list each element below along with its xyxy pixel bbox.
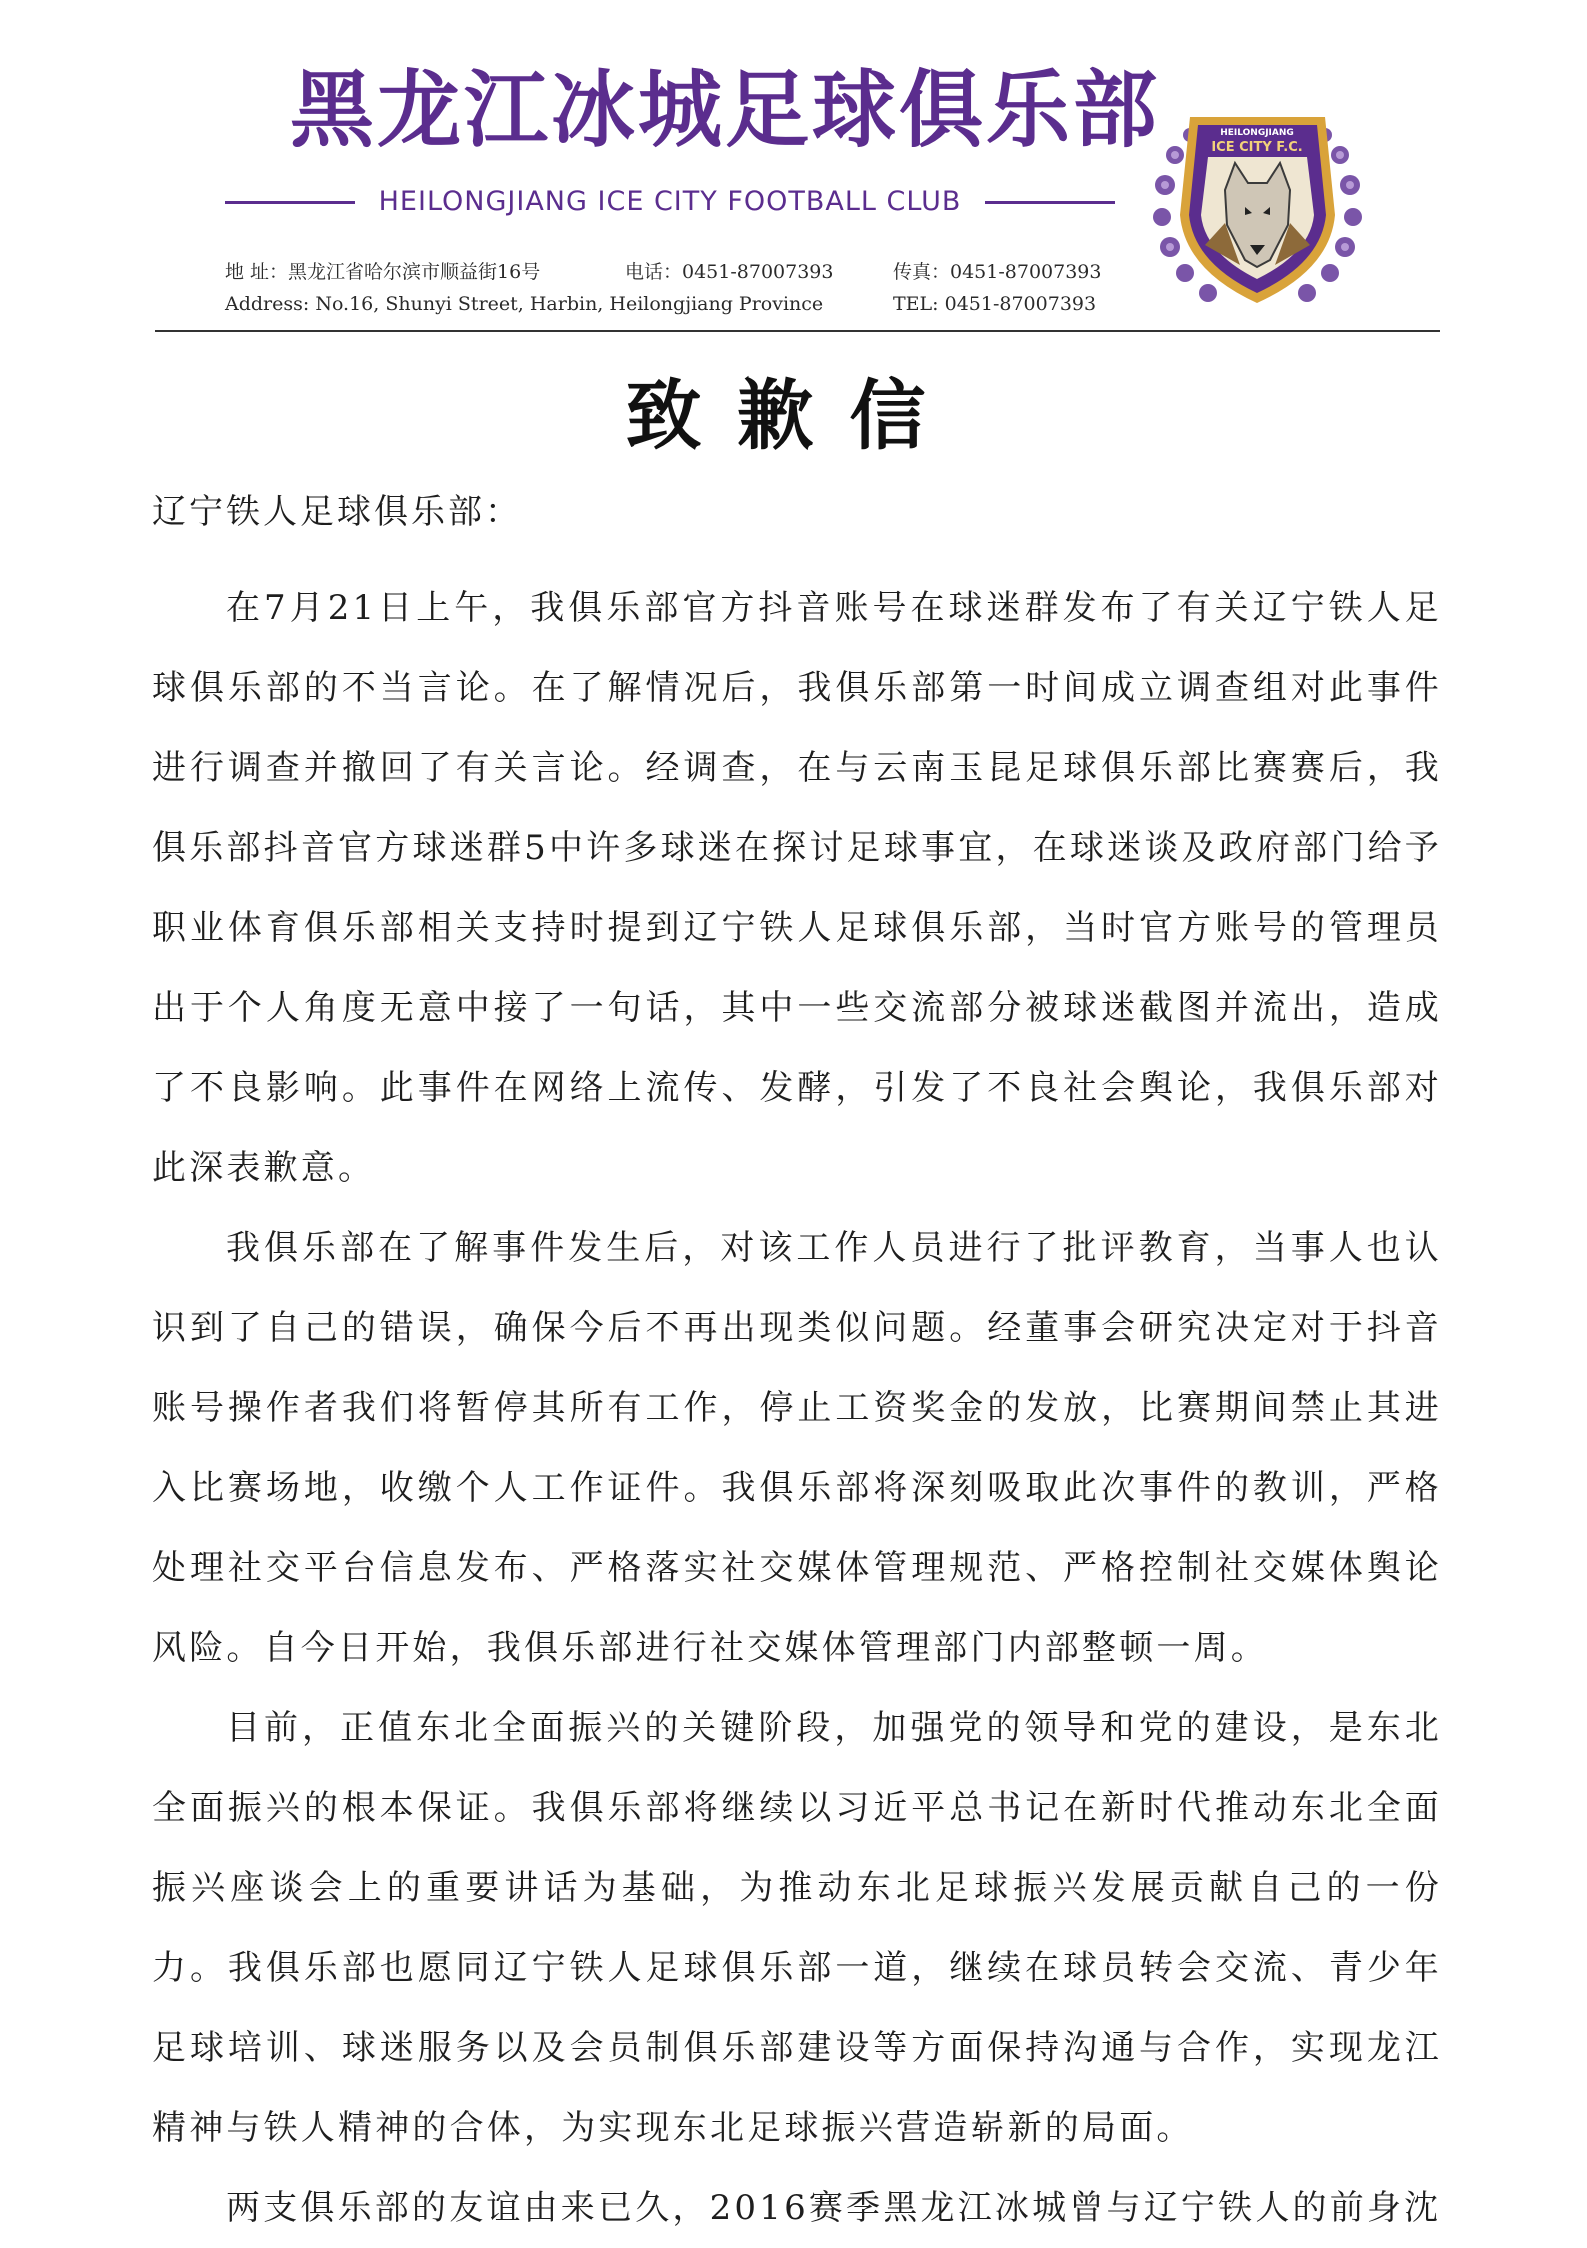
phone-chinese: 电话：0451-87007393	[625, 261, 834, 283]
address-english: Address: No.16, Shunyi Street, Harbin, Heilongjiang Province	[225, 293, 824, 315]
club-name-chinese: 黑龙江冰城足球俱乐部	[290, 61, 1161, 159]
club-crest-logo	[1150, 95, 1365, 315]
letter-paragraph: 两支俱乐部的友谊由来已久，2016赛季黑龙江冰城曾与辽宁铁人的前身沈	[226, 2188, 1442, 2228]
letter-paragraph: 我俱乐部在了解事件发生后，对该工作人员进行了批评教育，当事人也认识到了自己的错误，确保今后不再出现类似问题。经董事会研究决定对于抖音账号操作者我们将暂停其所有工作，停止工资奖金的发放，比赛期间禁止其进入比赛场地，收缴个人工作证件。我俱乐部将深刻吸取此次事件的教训，严格处理社交平台信息发布、严格落实社交媒体管理规范、严格控制社交媒体舆论风险。自今日开始，我俱乐部进行社交媒体管理部门内部整顿一周。	[152, 1228, 1442, 1668]
crest-main-text: ICE CITY F.C.	[1211, 140, 1303, 155]
divider-line-right	[985, 201, 1115, 204]
club-name-english-row	[225, 182, 1115, 222]
letterhead	[0, 0, 1587, 340]
letter-salutation: 辽宁铁人足球俱乐部：	[152, 492, 522, 532]
tel-english: TEL: 0451-87007393	[893, 293, 1097, 315]
crest-top-text: HEILONGJIANG	[1220, 128, 1294, 138]
letter-body	[152, 488, 1442, 2248]
address-chinese: 地 址：黑龙江省哈尔滨市顺益街16号	[225, 261, 541, 283]
divider-line-left	[225, 201, 355, 204]
fax-chinese: 传真：0451-87007393	[893, 261, 1102, 283]
letterhead-divider	[155, 330, 1440, 332]
letter-paragraph: 在7月21日上午，我俱乐部官方抖音账号在球迷群发布了有关辽宁铁人足球俱乐部的不当言论。在了解情况后，我俱乐部第一时间成立调查组对此事件进行调查并撤回了有关言论。经调查，在与云南玉昆足球俱乐部比赛赛后，我俱乐部抖音官方球迷群5中许多球迷在探讨足球事宜，在球迷谈及政府部门给予职业体育俱乐部相关支持时提到辽宁铁人足球俱乐部，当时官方账号的管理员出于个人角度无意中接了一句话，其中一些交流部分被球迷截图并流出，造成了不良影响。此事件在网络上流传、发酵，引发了不良社会舆论，我俱乐部对此深表歉意。	[152, 588, 1442, 1188]
club-name-english: HEILONGJIANG ICE CITY FOOTBALL CLUB	[378, 186, 962, 217]
letter-paragraph: 目前，正值东北全面振兴的关键阶段，加强党的领导和党的建设，是东北全面振兴的根本保证。我俱乐部将继续以习近平总书记在新时代推动东北全面振兴座谈会上的重要讲话为基础，为推动东北足球振兴发展贡献自己的一份力。我俱乐部也愿同辽宁铁人足球俱乐部一道，继续在球员转会交流、青少年足球培训、球迷服务以及会员制俱乐部建设等方面保持沟通与合作，实现龙江精神与铁人精神的合体，为实现东北足球振兴营造崭新的局面。	[152, 1708, 1442, 2148]
letter-title: 致歉信	[625, 371, 962, 460]
